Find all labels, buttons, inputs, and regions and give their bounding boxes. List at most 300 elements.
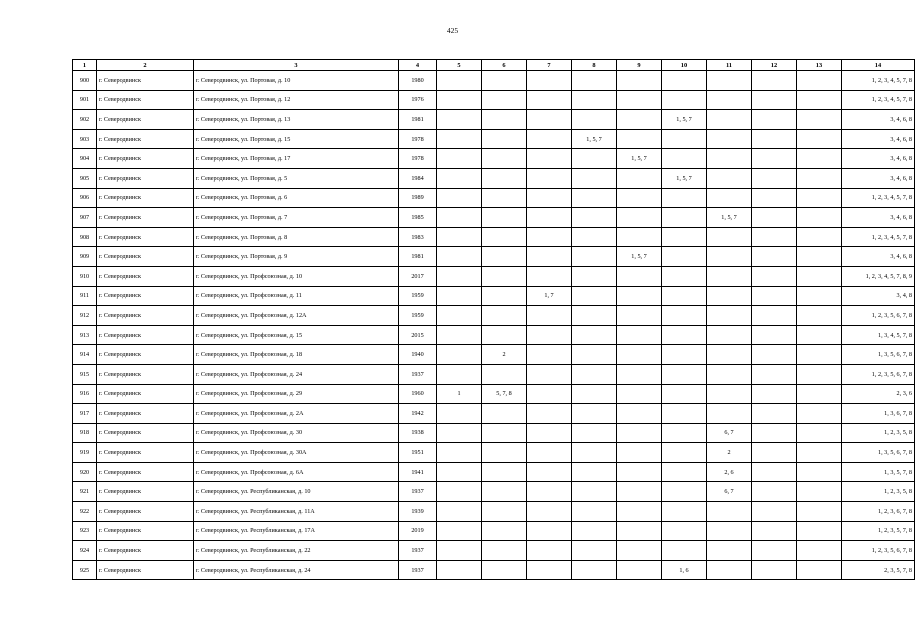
- table-cell-col-4: 2015: [399, 325, 437, 345]
- table-row: [73, 110, 915, 130]
- table-cell-col-3: г. Северодвинск, ул. Республиканская, д. 10: [194, 482, 399, 502]
- table-cell-col-7: [527, 541, 572, 561]
- table-cell-col-1: 909: [73, 247, 97, 267]
- table-cell-col-9: [617, 208, 662, 228]
- table-cell-col-13: [797, 345, 842, 365]
- table-cell-col-6: [482, 71, 527, 91]
- table-cell-col-2: г. Северодвинск: [97, 266, 194, 286]
- table-cell-col-9: [617, 541, 662, 561]
- table-cell-col-7: [527, 149, 572, 169]
- table-cell-col-13: [797, 149, 842, 169]
- table-cell-col-7: [527, 129, 572, 149]
- table-body: [73, 71, 915, 580]
- table-cell-col-3: г. Северодвинск, ул. Республиканская, д. 24: [194, 560, 399, 580]
- table-cell-col-14: 1, 3, 5, 6, 7, 8: [842, 443, 915, 463]
- table-cell-col-13: [797, 502, 842, 522]
- housing-registry-table: [72, 59, 915, 580]
- table-cell-col-7: [527, 384, 572, 404]
- table-cell-col-12: [752, 149, 797, 169]
- table-cell-col-12: [752, 345, 797, 365]
- table-cell-col-4: 1938: [399, 423, 437, 443]
- column-header-6: 6: [482, 60, 527, 71]
- table-cell-col-10: [662, 247, 707, 267]
- table-cell-col-10: [662, 423, 707, 443]
- table-cell-col-7: [527, 227, 572, 247]
- table-cell-col-1: 914: [73, 345, 97, 365]
- table-cell-col-8: [572, 423, 617, 443]
- table-cell-col-9: [617, 306, 662, 326]
- table-cell-col-7: [527, 325, 572, 345]
- table-cell-col-11: 1, 5, 7: [707, 208, 752, 228]
- table-cell-col-3: г. Северодвинск, ул. Профсоюзная, д. 24: [194, 364, 399, 384]
- table-cell-col-11: 6, 7: [707, 423, 752, 443]
- table-cell-col-8: [572, 443, 617, 463]
- table-cell-col-13: [797, 325, 842, 345]
- table-cell-col-5: [437, 423, 482, 443]
- table-cell-col-2: г. Северодвинск: [97, 521, 194, 541]
- table-cell-col-5: 1: [437, 384, 482, 404]
- table-cell-col-9: [617, 482, 662, 502]
- table-cell-col-2: г. Северодвинск: [97, 110, 194, 130]
- column-header-4: 4: [399, 60, 437, 71]
- column-header-11: 11: [707, 60, 752, 71]
- table-cell-col-2: г. Северодвинск: [97, 482, 194, 502]
- table-cell-col-8: [572, 227, 617, 247]
- table-cell-col-3: г. Северодвинск, ул. Республиканская, д. 11А: [194, 502, 399, 522]
- table-cell-col-5: [437, 266, 482, 286]
- table-row: [73, 306, 915, 326]
- table-cell-col-11: 2, 6: [707, 462, 752, 482]
- table-cell-col-14: 1, 2, 3, 4, 5, 7, 8: [842, 188, 915, 208]
- table-cell-col-9: [617, 384, 662, 404]
- table-cell-col-10: [662, 129, 707, 149]
- table-cell-col-12: [752, 208, 797, 228]
- table-cell-col-12: [752, 306, 797, 326]
- table-cell-col-9: [617, 502, 662, 522]
- table-row: [73, 462, 915, 482]
- table-cell-col-5: [437, 462, 482, 482]
- table-cell-col-1: 920: [73, 462, 97, 482]
- table-cell-col-4: 2019: [399, 521, 437, 541]
- table-cell-col-11: [707, 168, 752, 188]
- table-cell-col-5: [437, 502, 482, 522]
- table-cell-col-6: [482, 110, 527, 130]
- table-cell-col-14: 1, 2, 3, 5, 6, 7, 8: [842, 364, 915, 384]
- table-cell-col-10: 1, 6: [662, 560, 707, 580]
- table-cell-col-3: г. Северодвинск, ул. Профсоюзная, д. 18: [194, 345, 399, 365]
- table-cell-col-14: 3, 4, 6, 8: [842, 168, 915, 188]
- table-cell-col-5: [437, 110, 482, 130]
- table-cell-col-10: [662, 71, 707, 91]
- table-cell-col-8: [572, 188, 617, 208]
- table-cell-col-13: [797, 286, 842, 306]
- table-cell-col-1: 921: [73, 482, 97, 502]
- table-cell-col-7: [527, 364, 572, 384]
- table-cell-col-13: [797, 306, 842, 326]
- table-cell-col-11: [707, 90, 752, 110]
- table-cell-col-8: [572, 345, 617, 365]
- table-cell-col-11: [707, 286, 752, 306]
- table-cell-col-5: [437, 443, 482, 463]
- table-cell-col-2: г. Северодвинск: [97, 443, 194, 463]
- table-cell-col-4: 1978: [399, 129, 437, 149]
- table-cell-col-11: [707, 129, 752, 149]
- table-cell-col-14: 1, 3, 6, 7, 8: [842, 404, 915, 424]
- table-cell-col-8: [572, 560, 617, 580]
- table-cell-col-7: [527, 345, 572, 365]
- table-cell-col-2: г. Северодвинск: [97, 502, 194, 522]
- table-cell-col-13: [797, 71, 842, 91]
- table-cell-col-13: [797, 443, 842, 463]
- table-cell-col-10: [662, 443, 707, 463]
- table-cell-col-7: [527, 521, 572, 541]
- table-cell-col-4: 1951: [399, 443, 437, 463]
- table-cell-col-6: 5, 7, 8: [482, 384, 527, 404]
- table-cell-col-4: 1937: [399, 541, 437, 561]
- table-row: [73, 286, 915, 306]
- table-cell-col-9: [617, 325, 662, 345]
- table-cell-col-14: 1, 3, 5, 7, 8: [842, 462, 915, 482]
- table-cell-col-14: 3, 4, 6, 8: [842, 110, 915, 130]
- table-cell-col-1: 923: [73, 521, 97, 541]
- table-cell-col-12: [752, 247, 797, 267]
- table-cell-col-6: [482, 521, 527, 541]
- table-cell-col-4: 1989: [399, 188, 437, 208]
- table-cell-col-2: г. Северодвинск: [97, 404, 194, 424]
- table-cell-col-2: г. Северодвинск: [97, 90, 194, 110]
- table-row: [73, 168, 915, 188]
- table-cell-col-5: [437, 286, 482, 306]
- table-cell-col-9: [617, 462, 662, 482]
- table-cell-col-8: [572, 482, 617, 502]
- table-cell-col-3: г. Северодвинск, ул. Профсоюзная, д. 11: [194, 286, 399, 306]
- table-cell-col-7: [527, 247, 572, 267]
- table-cell-col-2: г. Северодвинск: [97, 247, 194, 267]
- table-cell-col-1: 925: [73, 560, 97, 580]
- table-cell-col-10: [662, 482, 707, 502]
- table-cell-col-2: г. Северодвинск: [97, 208, 194, 228]
- table-cell-col-7: [527, 90, 572, 110]
- table-cell-col-7: [527, 560, 572, 580]
- table-cell-col-6: [482, 560, 527, 580]
- table-cell-col-13: [797, 423, 842, 443]
- table-cell-col-6: 2: [482, 345, 527, 365]
- table-cell-col-6: [482, 90, 527, 110]
- table-cell-col-6: [482, 502, 527, 522]
- table-cell-col-6: [482, 306, 527, 326]
- table-cell-col-7: [527, 266, 572, 286]
- table-cell-col-4: 1941: [399, 462, 437, 482]
- table-row: [73, 188, 915, 208]
- table-cell-col-5: [437, 541, 482, 561]
- table-cell-col-5: [437, 247, 482, 267]
- table-cell-col-10: [662, 462, 707, 482]
- table-cell-col-12: [752, 168, 797, 188]
- table-cell-col-6: [482, 462, 527, 482]
- table-cell-col-11: [707, 306, 752, 326]
- table-cell-col-9: [617, 90, 662, 110]
- table-cell-col-2: г. Северодвинск: [97, 560, 194, 580]
- table-cell-col-1: 924: [73, 541, 97, 561]
- table-cell-col-6: [482, 266, 527, 286]
- column-header-2: 2: [97, 60, 194, 71]
- table-cell-col-4: 1959: [399, 286, 437, 306]
- table-cell-col-13: [797, 188, 842, 208]
- table-cell-col-9: [617, 188, 662, 208]
- table-cell-col-13: [797, 560, 842, 580]
- table-row: [73, 227, 915, 247]
- table-cell-col-8: [572, 462, 617, 482]
- table-cell-col-14: 3, 4, 6, 8: [842, 247, 915, 267]
- table-cell-col-7: [527, 188, 572, 208]
- table-cell-col-11: [707, 384, 752, 404]
- table-cell-col-5: [437, 482, 482, 502]
- table-cell-col-10: 1, 5, 7: [662, 110, 707, 130]
- table-cell-col-7: [527, 168, 572, 188]
- table-row: [73, 404, 915, 424]
- table-cell-col-10: [662, 306, 707, 326]
- table-cell-col-9: [617, 266, 662, 286]
- table-cell-col-6: [482, 188, 527, 208]
- table-cell-col-5: [437, 149, 482, 169]
- table-cell-col-7: [527, 71, 572, 91]
- table-cell-col-12: [752, 384, 797, 404]
- table-cell-col-6: [482, 286, 527, 306]
- table-cell-col-1: 906: [73, 188, 97, 208]
- table-cell-col-5: [437, 208, 482, 228]
- table-cell-col-3: г. Северодвинск, ул. Профсоюзная, д. 15: [194, 325, 399, 345]
- table-cell-col-6: [482, 404, 527, 424]
- column-header-12: 12: [752, 60, 797, 71]
- table-cell-col-14: 1, 2, 3, 5, 8: [842, 423, 915, 443]
- table-cell-col-11: [707, 325, 752, 345]
- table-cell-col-4: 1980: [399, 71, 437, 91]
- table-cell-col-13: [797, 521, 842, 541]
- column-header-3: 3: [194, 60, 399, 71]
- table-cell-col-3: г. Северодвинск, ул. Республиканская, д. 17А: [194, 521, 399, 541]
- table-cell-col-10: [662, 541, 707, 561]
- table-row: [73, 560, 915, 580]
- table-cell-col-9: [617, 423, 662, 443]
- table-cell-col-12: [752, 286, 797, 306]
- table-cell-col-1: 903: [73, 129, 97, 149]
- table-cell-col-3: г. Северодвинск, ул. Профсоюзная, д. 2А: [194, 404, 399, 424]
- column-header-5: 5: [437, 60, 482, 71]
- table-cell-col-3: г. Северодвинск, ул. Профсоюзная, д. 29: [194, 384, 399, 404]
- table-cell-col-13: [797, 364, 842, 384]
- table-row: [73, 129, 915, 149]
- table-cell-col-10: [662, 227, 707, 247]
- table-row: [73, 443, 915, 463]
- table-cell-col-9: 1, 5, 7: [617, 149, 662, 169]
- table-cell-col-3: г. Северодвинск, ул. Портовая, д. 10: [194, 71, 399, 91]
- table-cell-col-5: [437, 345, 482, 365]
- table-cell-col-3: г. Северодвинск, ул. Портовая, д. 17: [194, 149, 399, 169]
- table-cell-col-13: [797, 110, 842, 130]
- table-cell-col-10: [662, 502, 707, 522]
- table-cell-col-1: 908: [73, 227, 97, 247]
- table-cell-col-14: 2, 3, 6: [842, 384, 915, 404]
- table-cell-col-2: г. Северодвинск: [97, 462, 194, 482]
- table-cell-col-6: [482, 325, 527, 345]
- table-cell-col-10: [662, 521, 707, 541]
- table-cell-col-14: 1, 2, 3, 4, 5, 7, 8: [842, 227, 915, 247]
- table-cell-col-12: [752, 266, 797, 286]
- table-cell-col-13: [797, 541, 842, 561]
- table-cell-col-4: 1984: [399, 168, 437, 188]
- table-cell-col-13: [797, 90, 842, 110]
- table-cell-col-2: г. Северодвинск: [97, 286, 194, 306]
- table-cell-col-4: 1937: [399, 364, 437, 384]
- table-cell-col-4: 1940: [399, 345, 437, 365]
- table-cell-col-14: 2, 3, 5, 7, 8: [842, 560, 915, 580]
- table-cell-col-1: 910: [73, 266, 97, 286]
- table-cell-col-1: 905: [73, 168, 97, 188]
- table-cell-col-6: [482, 129, 527, 149]
- table-cell-col-8: [572, 90, 617, 110]
- table-cell-col-14: 1, 2, 3, 5, 7, 8: [842, 521, 915, 541]
- table-cell-col-5: [437, 168, 482, 188]
- table-cell-col-3: г. Северодвинск, ул. Профсоюзная, д. 10: [194, 266, 399, 286]
- table-cell-col-8: [572, 541, 617, 561]
- table-cell-col-6: [482, 227, 527, 247]
- table-cell-col-9: [617, 443, 662, 463]
- table-cell-col-11: [707, 502, 752, 522]
- table-cell-col-2: г. Северодвинск: [97, 168, 194, 188]
- table-cell-col-8: [572, 266, 617, 286]
- table-row: [73, 90, 915, 110]
- table-cell-col-8: [572, 325, 617, 345]
- table-cell-col-6: [482, 149, 527, 169]
- table-cell-col-10: [662, 266, 707, 286]
- table-cell-col-8: [572, 110, 617, 130]
- table-cell-col-9: [617, 521, 662, 541]
- table-cell-col-11: [707, 71, 752, 91]
- table-cell-col-5: [437, 129, 482, 149]
- table-cell-col-9: [617, 71, 662, 91]
- table-cell-col-11: [707, 149, 752, 169]
- table-cell-col-9: [617, 168, 662, 188]
- table-cell-col-13: [797, 384, 842, 404]
- column-header-9: 9: [617, 60, 662, 71]
- table-cell-col-13: [797, 462, 842, 482]
- table-cell-col-3: г. Северодвинск, ул. Портовая, д. 7: [194, 208, 399, 228]
- table-cell-col-6: [482, 541, 527, 561]
- table-cell-col-2: г. Северодвинск: [97, 227, 194, 247]
- table-row: [73, 423, 915, 443]
- table-cell-col-11: [707, 404, 752, 424]
- table-cell-col-10: [662, 364, 707, 384]
- table-cell-col-1: 901: [73, 90, 97, 110]
- table-cell-col-8: [572, 404, 617, 424]
- column-header-7: 7: [527, 60, 572, 71]
- table-cell-col-1: 918: [73, 423, 97, 443]
- table-row: [73, 71, 915, 91]
- table-cell-col-10: [662, 149, 707, 169]
- table-cell-col-8: [572, 502, 617, 522]
- table-cell-col-3: г. Северодвинск, ул. Профсоюзная, д. 30А: [194, 443, 399, 463]
- table-cell-col-3: г. Северодвинск, ул. Республиканская, д. 22: [194, 541, 399, 561]
- table-cell-col-12: [752, 129, 797, 149]
- table-row: [73, 482, 915, 502]
- column-header-13: 13: [797, 60, 842, 71]
- table-cell-col-4: 1937: [399, 560, 437, 580]
- table-row: [73, 247, 915, 267]
- table-cell-col-12: [752, 404, 797, 424]
- table-cell-col-1: 913: [73, 325, 97, 345]
- table-cell-col-11: 2: [707, 443, 752, 463]
- table-cell-col-1: 911: [73, 286, 97, 306]
- table-cell-col-1: 912: [73, 306, 97, 326]
- table-cell-col-10: [662, 286, 707, 306]
- table-cell-col-4: 1985: [399, 208, 437, 228]
- table-cell-col-12: [752, 482, 797, 502]
- table-cell-col-7: [527, 462, 572, 482]
- table-row: [73, 364, 915, 384]
- table-cell-col-4: 1960: [399, 384, 437, 404]
- table-cell-col-4: 1959: [399, 306, 437, 326]
- table-cell-col-12: [752, 188, 797, 208]
- table-cell-col-7: [527, 443, 572, 463]
- table-cell-col-2: г. Северодвинск: [97, 306, 194, 326]
- table-cell-col-10: [662, 90, 707, 110]
- table-cell-col-8: [572, 521, 617, 541]
- table-cell-col-5: [437, 560, 482, 580]
- table-cell-col-12: [752, 423, 797, 443]
- table-cell-col-1: 904: [73, 149, 97, 169]
- table-cell-col-4: 1983: [399, 227, 437, 247]
- table-cell-col-3: г. Северодвинск, ул. Профсоюзная, д. 12А: [194, 306, 399, 326]
- table-cell-col-8: [572, 286, 617, 306]
- table-cell-col-9: [617, 286, 662, 306]
- table-cell-col-2: г. Северодвинск: [97, 345, 194, 365]
- table-cell-col-5: [437, 325, 482, 345]
- table-cell-col-1: 902: [73, 110, 97, 130]
- table-cell-col-14: 3, 4, 6, 8: [842, 208, 915, 228]
- table-cell-col-14: 1, 2, 3, 5, 6, 7, 8: [842, 306, 915, 326]
- table-cell-col-11: 6, 7: [707, 482, 752, 502]
- table-cell-col-1: 900: [73, 71, 97, 91]
- table-cell-col-5: [437, 188, 482, 208]
- table-cell-col-6: [482, 443, 527, 463]
- table-cell-col-12: [752, 90, 797, 110]
- table-cell-col-11: [707, 110, 752, 130]
- table-cell-col-4: 1939: [399, 502, 437, 522]
- table-cell-col-12: [752, 462, 797, 482]
- table-cell-col-9: [617, 227, 662, 247]
- table-cell-col-4: 2017: [399, 266, 437, 286]
- table-cell-col-14: 3, 4, 6, 8: [842, 129, 915, 149]
- table-cell-col-6: [482, 208, 527, 228]
- table-cell-col-11: [707, 560, 752, 580]
- table-cell-col-6: [482, 482, 527, 502]
- table-row: [73, 266, 915, 286]
- table-row: [73, 345, 915, 365]
- table-cell-col-10: [662, 325, 707, 345]
- table-cell-col-2: г. Северодвинск: [97, 364, 194, 384]
- column-header-10: 10: [662, 60, 707, 71]
- table-cell-col-2: г. Северодвинск: [97, 71, 194, 91]
- table-cell-col-11: [707, 521, 752, 541]
- column-header-8: 8: [572, 60, 617, 71]
- table-cell-col-11: [707, 364, 752, 384]
- table-cell-col-5: [437, 404, 482, 424]
- table-cell-col-8: [572, 384, 617, 404]
- table-cell-col-14: 1, 3, 5, 6, 7, 8: [842, 345, 915, 365]
- table-cell-col-9: [617, 364, 662, 384]
- table-cell-col-9: [617, 129, 662, 149]
- table-cell-col-12: [752, 521, 797, 541]
